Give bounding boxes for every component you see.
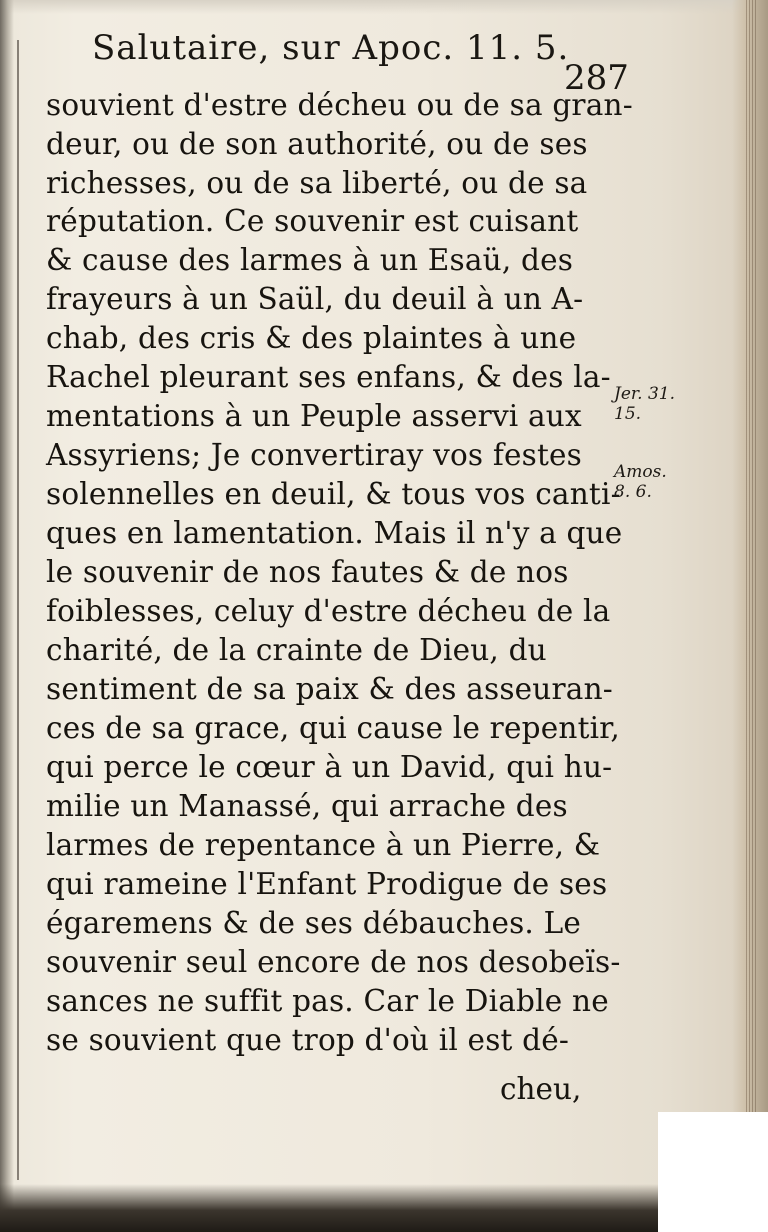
- body-line: chab, des cris & des plaintes à une: [46, 321, 577, 355]
- body-line: ces de sa grace, qui cause le repentir,: [46, 711, 620, 745]
- body-line: mentations à un Peuple asservi aux: [46, 399, 582, 433]
- body-line: Assyriens; Je convertiray vos festes: [46, 438, 582, 472]
- body-line: qui perce le cœur à un David, qui hu-: [46, 750, 613, 784]
- catchword: cheu,: [500, 1072, 582, 1106]
- binding-spine: [0, 0, 14, 1232]
- body-line: larmes de repentance à un Pierre, &: [46, 828, 601, 862]
- body-line: foiblesses, celuy d'estre décheu de la: [46, 594, 611, 628]
- margin-note-line: 8. 6.: [614, 482, 652, 502]
- scan-blank-corner: [658, 1112, 768, 1232]
- body-line: milie un Manassé, qui arrache des: [46, 789, 568, 823]
- body-line: souvenir seul encore de nos desobeïs-: [46, 945, 621, 979]
- body-line: & cause des larmes à un Esaü, des: [46, 243, 574, 277]
- body-line: souvient d'estre décheu ou de sa gran-: [46, 88, 633, 122]
- body-line: ques en lamentation. Mais il n'y a que: [46, 516, 623, 550]
- bottom-edge-shadow: [0, 1184, 768, 1232]
- body-line: charité, de la crainte de Dieu, du: [46, 633, 547, 667]
- body-line: frayeurs à un Saül, du deuil à un A-: [46, 282, 584, 316]
- body-line: sances ne suffit pas. Car le Diable ne: [46, 984, 609, 1018]
- body-line: Rachel pleurant ses enfans, & des la-: [46, 360, 611, 394]
- body-line: qui rameine l'Enfant Prodigue de ses: [46, 867, 608, 901]
- top-edge-shadow: [0, 0, 768, 14]
- margin-note-amos: [614, 462, 667, 502]
- body-line: réputation. Ce souvenir est cuisant: [46, 204, 579, 238]
- page-edge-line: [17, 40, 19, 1180]
- margin-note-jeremiah: [614, 384, 675, 424]
- body-line: le souvenir de nos fautes & de nos: [46, 555, 569, 589]
- body-line: sentiment de sa paix & des asseuran-: [46, 672, 613, 706]
- page-number: 287: [564, 58, 629, 98]
- body-line: égaremens & de ses débauches. Le: [46, 906, 582, 940]
- body-line: richesses, ou de sa liberté, ou de sa: [46, 166, 588, 200]
- body-line: solennelles en deuil, & tous vos canti-: [46, 477, 621, 511]
- fore-edge-pages: [746, 0, 756, 1140]
- running-head: Salutaire, sur Apoc. 11. 5.: [92, 28, 570, 68]
- margin-note-line: Amos.: [614, 462, 667, 482]
- margin-note-line: 15.: [614, 404, 642, 424]
- body-line: se souvient que trop d'où il est dé-: [46, 1023, 570, 1057]
- body-line: deur, ou de son authorité, ou de ses: [46, 127, 588, 161]
- margin-note-line: Jer. 31.: [614, 384, 675, 404]
